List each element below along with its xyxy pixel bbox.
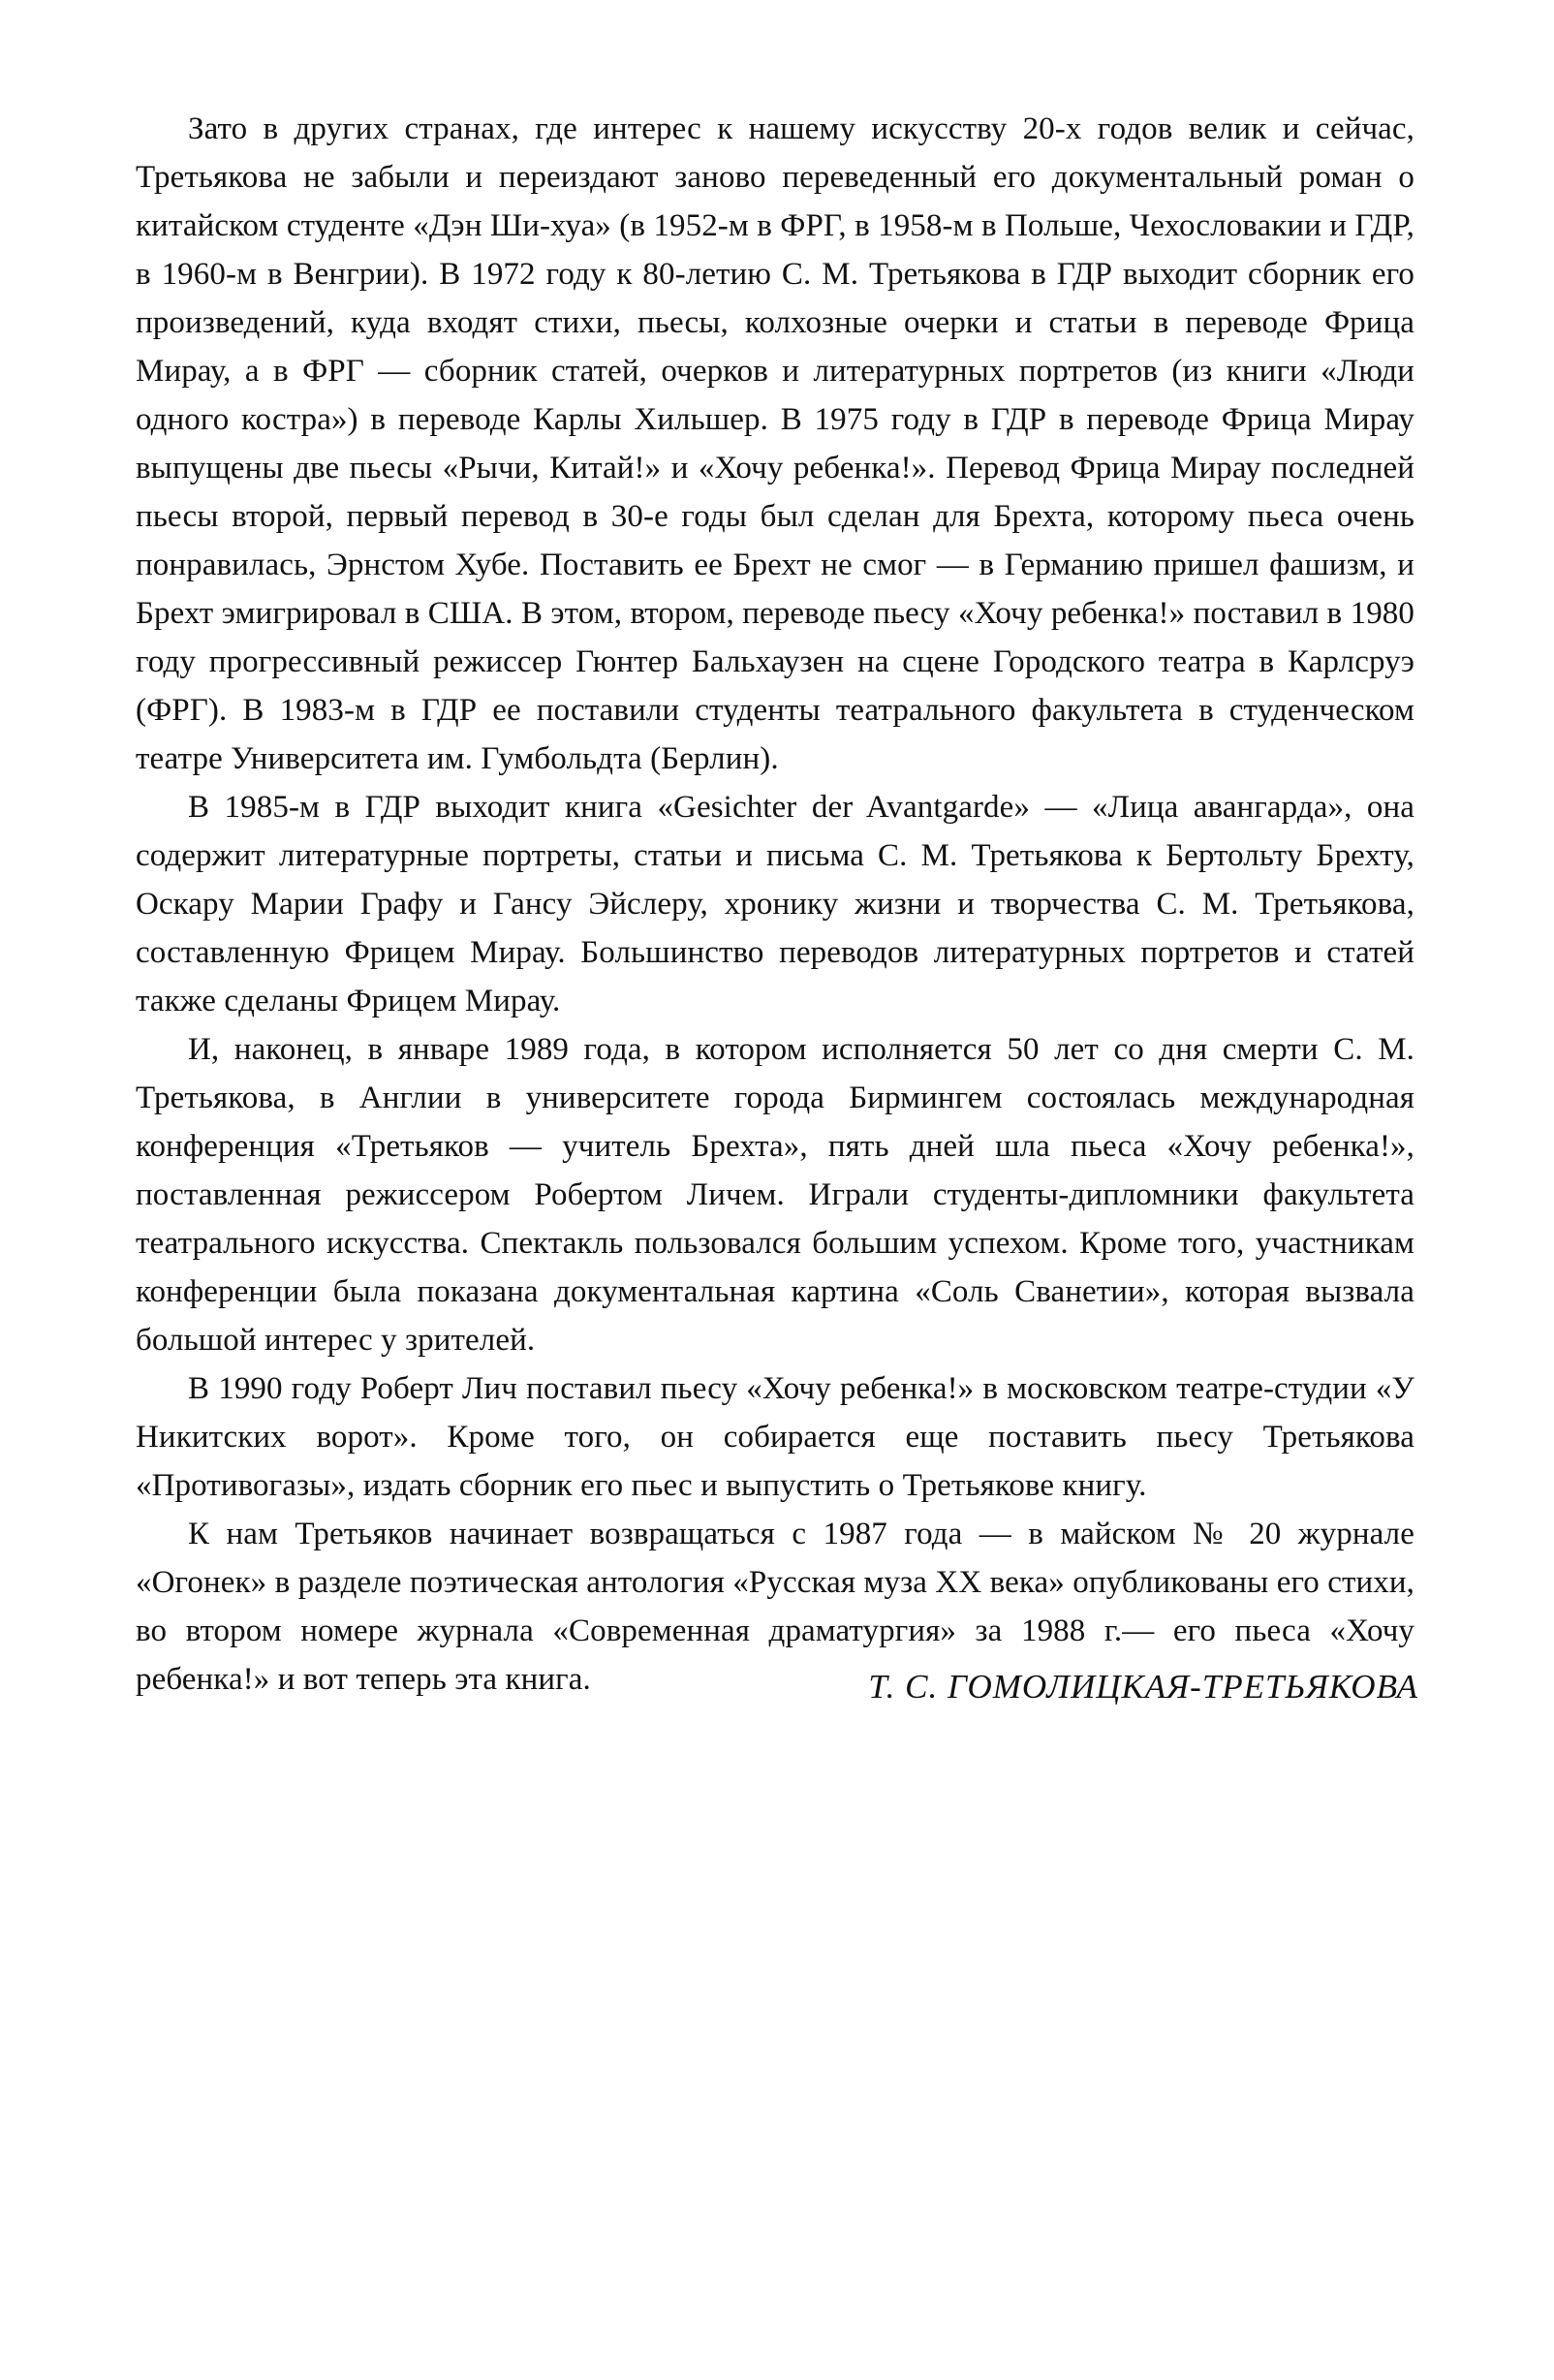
paragraph-3: И, наконец, в январе 1989 года, в котором исполняется 50 лет со дня смерти С. М. Третьякова, в Англии в университете города Бирмингем состоялась международная конференция «Третьяков — учитель Брехта», пять дней шла пьеса «Хочу ребенка!», поставленная режиссером Робертом Личем. Играли студенты-дипломники факультета театрального искусства. Спектакль пользовался большим успехом. Кроме того, участникам конференции была показана документальная картина «Соль Сванетии», которая вызвала большой интерес у зрителей. bbox=[136, 1032, 1414, 1358]
author-signature: Т. С. ГОМОЛИЦКАЯ-ТРЕТЬЯКОВА bbox=[868, 1668, 1418, 1706]
paragraph-5: К нам Третьяков начинает возвращаться с 1987 года — в майском № 20 журнале «Огонек» в разделе поэтическая антология «Русская муза XX века» опубликованы его стихи, во втором номере журнала «Современная драматургия» за 1988 г.— его пьеса «Хочу ребенка!» и вот теперь эта книга. bbox=[136, 1517, 1414, 1697]
paragraph-1: Зато в других странах, где интерес к нашему искусству 20-х годов велик и сейчас, Третьякова не забыли и переиздают заново переведенный его документальный роман о китайском студенте «Дэн Ши-хуа» (в 1952-м в ФРГ, в 1958-м в Польше, Чехословакии и ГДР, в 1960-м в Венгрии). В 1972 году к 80-летию С. М. Третьякова в ГДР выходит сборник его произведений, куда входят стихи, пьесы, колхозные очерки и статьи в переводе Фрица Мирау, а в ФРГ — сборник статей, очерков и литературных портретов (из книги «Люди одного костра») в переводе Карлы Хильшер. В 1975 году в ГДР в переводе Фрица Мирау выпущены две пьесы «Рычи, Китай!» и «Хочу ребенка!». Перевод Фрица Мирау последней пьесы второй, первый перевод в 30-е годы был сделан для Брехта, которому пьеса очень понравилась, Эрнстом Хубе. Поставить ее Брехт не смог — в Германию пришел фашизм, и Брехт эмигрировал в США. В этом, втором, переводе пьесу «Хочу ребенка!» поставил в 1980 году прогрессивный режиссер Гюнтер Бальхаузен на сцене Городского театра в Карлсруэ (ФРГ). В 1983-м в ГДР ее поставили студенты театрального факультета в студенческом театре Университета им. Гумбольдта (Берлин). bbox=[136, 111, 1414, 776]
paragraph-2: В 1985-м в ГДР выходит книга «Gesichter der Avantgarde» — «Лица авангарда», она содержит литературные портреты, статьи и письма С. М. Третьякова к Бертольту Брехту, Оскару Марии Графу и Гансу Эйслеру, хронику жизни и творчества С. М. Третьякова, составленную Фрицем Мирау. Большинство переводов литературных портретов и статей также сделаны Фрицем Мирау. bbox=[136, 790, 1414, 1018]
paragraph-4: В 1990 году Роберт Лич поставил пьесу «Хочу ребенка!» в московском театре-студии «У Никитских ворот». Кроме того, он собирается еще поставить пьесу Третьякова «Противогазы», издать сборник его пьес и выпустить о Третьякове книгу. bbox=[136, 1371, 1414, 1503]
body-text bbox=[136, 105, 1414, 1704]
